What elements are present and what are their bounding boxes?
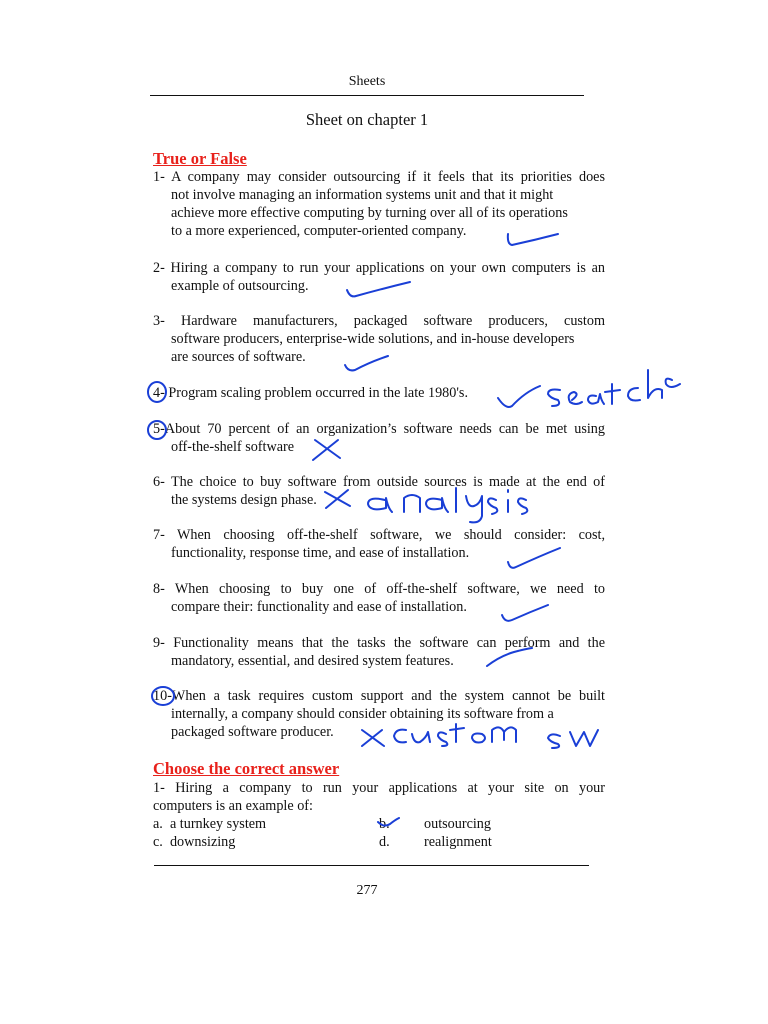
tf-question-4: 4- Program scaling problem occurred in the late 1980's. (153, 385, 468, 401)
option-b-letter: b. (379, 816, 390, 832)
option-c: c. downsizing (153, 834, 236, 850)
header-rule (150, 95, 584, 96)
section-true-false-heading: True or False (153, 149, 247, 168)
tf-question-7: 7- When choosing off-the-shelf software, we should consider: cost, functionality, response time, and ease of installation. (153, 527, 605, 561)
tf-question-2: 2- Hiring a company to run your applications on your own computers is an example of outsourcing. (153, 260, 605, 294)
option-d-letter: d. (379, 834, 390, 850)
option-d-text: realignment (424, 834, 492, 850)
tf-question-5: 5-About 70 percent of an organization’s software needs can be met using off-the-shelf software (153, 421, 605, 455)
page-number: 277 (356, 883, 378, 898)
tf-question-10: 10-When a task requires custom support and the system cannot be built internally, a company should consider obtaining its software from a packaged software producer. (153, 688, 605, 740)
option-a: a. a turnkey system (153, 816, 267, 832)
section-choose-heading: Choose the correct answer (153, 759, 340, 778)
footer-rule (154, 865, 589, 866)
tf-question-3: 3- Hardware manufacturers, packaged software producers, custom software producers, enterprise-wide solutions, and in-house developers are sources of software. (153, 313, 606, 365)
mc-question-1: 1- Hiring a company to run your applications at your site on your computers is an example of: (153, 780, 606, 814)
running-header: Sheets (348, 74, 386, 89)
tf-question-6: 6- The choice to buy software from outside sources is made at the end of the systems design phase. (153, 474, 605, 508)
tf-question-8: 8- When choosing to buy one of off-the-shelf software, we need to compare their: functionality and ease of installation. (153, 581, 605, 615)
tf-question-9: 9- Functionality means that the tasks the software can perform and the mandatory, essential, and desired system features. (153, 635, 605, 669)
tf-question-1: 1- A company may consider outsourcing if it feels that its priorities does not involve managing an information systems unit and that it might achieve more effective computing by turning over all of its operations to a more experienced, computer-oriented company. (153, 169, 605, 239)
sheet-title: Sheet on chapter 1 (305, 110, 429, 129)
option-b-text: outsourcing (424, 816, 491, 832)
